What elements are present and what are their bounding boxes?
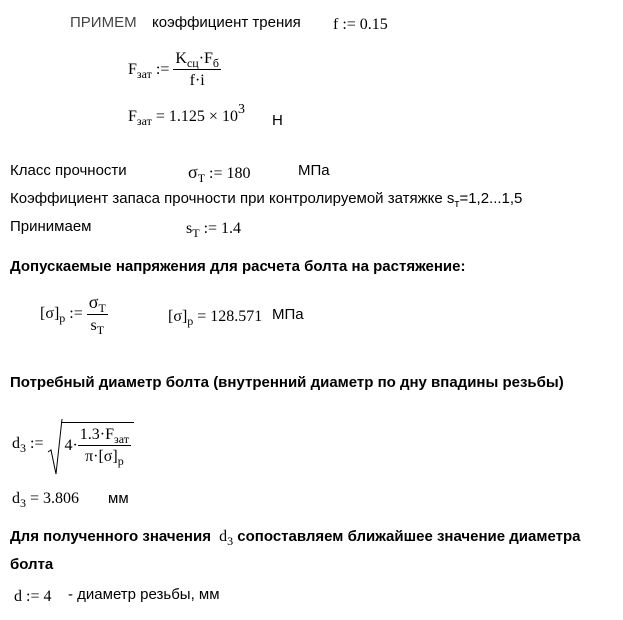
- sigma-p-fraction: [87, 292, 108, 335]
- d3-lhs-sub: 3: [20, 441, 26, 455]
- d3-value: [12, 490, 79, 508]
- d3-den: π·[σ]: [85, 448, 118, 465]
- d3-assign: :=: [30, 435, 44, 452]
- fzat-unit: Н: [272, 112, 283, 129]
- sigma-t-sym: σ: [188, 162, 198, 182]
- sigma-p-val-lhs: [σ]: [168, 308, 188, 325]
- sigma-p-den-sub: T: [96, 323, 105, 337]
- fzat-lhs: F: [128, 61, 137, 78]
- accept-label: Принимаем: [10, 218, 92, 235]
- fzat-val-exp: 3: [237, 102, 245, 117]
- d3-denominator: [78, 446, 131, 466]
- fzat-val-lhs: F: [128, 108, 137, 125]
- d3-val-eq: = 3.806: [30, 490, 80, 507]
- d-final-expression: d := 4: [14, 588, 52, 605]
- fzat-num-k: K: [175, 50, 187, 67]
- st-assign: := 1.4: [203, 220, 242, 237]
- d3-numerator: [78, 426, 131, 446]
- sigma-p-denominator: [87, 315, 108, 335]
- conclusion-text-a: Для полученного значения: [10, 528, 211, 545]
- sigma-p-lhs-sub: p: [59, 310, 66, 325]
- fzat-num-f-sub: б: [212, 56, 220, 70]
- d3-unit: мм: [108, 490, 129, 507]
- conclusion-line1: [10, 528, 580, 546]
- fzat-lhs-sub: зат: [136, 67, 152, 81]
- fzat-denominator: f·i: [189, 72, 205, 89]
- sigma-p-value: [168, 308, 262, 326]
- sigma-p-numerator: [87, 292, 108, 315]
- safety-text-b: =1,2...1,5: [459, 190, 523, 207]
- safety-text-a: Коэффициент запаса прочности при контролируемой затяжке s: [10, 190, 455, 207]
- fzat-val-lhs-sub: зат: [136, 114, 152, 128]
- sigma-t-sub: T: [197, 171, 206, 185]
- d3-num: 1.3·F: [79, 426, 115, 443]
- sigma-p-num-sub: T: [98, 301, 106, 315]
- sigma-t-expression: [188, 162, 251, 183]
- safety-text-sub: т: [454, 198, 460, 210]
- d3-den-sub: p: [117, 454, 124, 468]
- sigma-p-lhs: [σ]: [40, 304, 60, 322]
- d3-num-sub: зат: [114, 432, 130, 446]
- sigma-p-val-lhs-sub: p: [187, 314, 194, 328]
- sigma-p-assign: :=: [69, 304, 83, 322]
- d-final-description: - диаметр резьбы, мм: [68, 586, 220, 603]
- heading-diameter: Потребный диаметр болта (внутренний диаметр по дну впадины резьбы): [10, 374, 564, 391]
- safety-factor-text: [10, 190, 523, 210]
- fzat-val-eq: = 1.125 × 10: [155, 108, 238, 125]
- d3-val-lhs-sub: 3: [20, 496, 26, 510]
- sqrt-expression: [47, 422, 134, 466]
- fzat-num-k-sub: сц: [186, 56, 199, 70]
- fzat-assign: :=: [155, 61, 170, 78]
- conclusion-text-b: сопоставляем ближайшее значение диаметра: [237, 528, 581, 545]
- strength-unit: МПа: [298, 162, 330, 179]
- sqrt-radical-icon: [47, 418, 63, 478]
- d3-val-lhs: d: [12, 490, 20, 507]
- strength-label: Класс прочности: [10, 162, 127, 179]
- fzat-numerator: [173, 50, 221, 70]
- st-expression: [186, 220, 241, 238]
- d3-factor: 4·: [64, 437, 78, 454]
- conclusion-sym-sub: 3: [227, 534, 234, 548]
- sigma-t-assign: := 180: [209, 165, 251, 182]
- st-sub: T: [192, 226, 200, 240]
- sigma-p-unit: МПа: [272, 306, 304, 323]
- fzat-value: [128, 102, 245, 128]
- st-sym: s: [186, 220, 193, 237]
- fzat-fraction: [173, 50, 221, 90]
- heading-allowable: Допускаемые напряжения для расчета болта на растяжение:: [10, 258, 466, 275]
- sigma-p-den: s: [90, 317, 97, 334]
- conclusion-line2: болта: [10, 556, 54, 573]
- d3-lhs: d: [12, 435, 20, 452]
- d3-fraction: [78, 426, 131, 466]
- sigma-p-definition: [40, 292, 108, 335]
- friction-label: коэффициент трения: [152, 14, 301, 31]
- fzat-definition: [128, 50, 221, 90]
- friction-expression: f := 0.15: [333, 16, 388, 33]
- sigma-p-val-eq: = 128.571: [197, 308, 263, 325]
- prefix-label: ПРИМЕМ: [70, 14, 137, 31]
- conclusion-sym: d: [219, 528, 228, 545]
- d3-definition: [12, 422, 134, 466]
- sigma-p-num: σ: [88, 292, 99, 312]
- fzat-num-f: ·F: [198, 50, 213, 67]
